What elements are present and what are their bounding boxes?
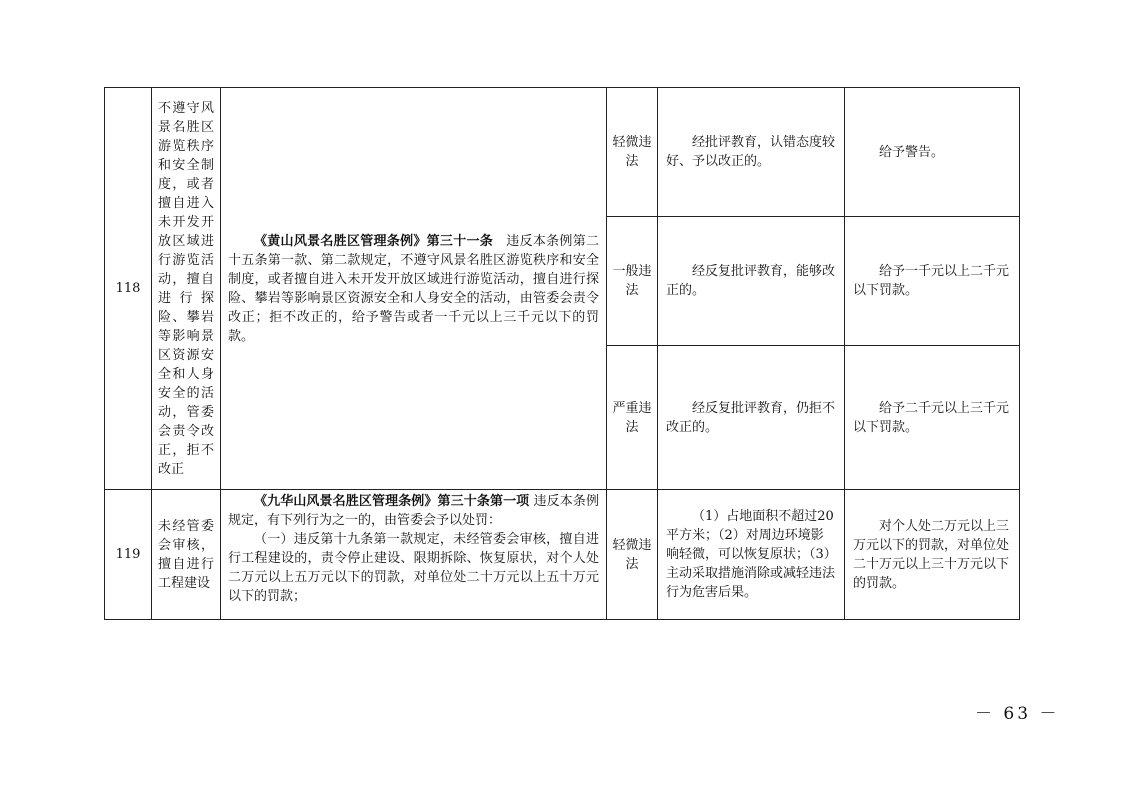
legal-basis: [221, 490, 607, 620]
violation-situation: 经反复批评教育，能够改正的。: [658, 217, 845, 346]
violation-level: 轻微违法: [607, 490, 658, 620]
violation-level: 轻微违法: [607, 88, 658, 217]
penalty-standard: 给予警告。: [845, 88, 1020, 217]
item-number: 118: [105, 88, 152, 490]
violation-name: 不遵守风景名胜区游览秩序和安全制度，或者擅自进入未开发开放区域进行游览活动，擅自进行探险、攀岩等影响景区资源安全和人身安全的活动，管委会责令改正，拒不改正: [152, 88, 221, 490]
table-row: [105, 88, 1020, 217]
violation-situation: （1）占地面积不超过20平方米；（2）对周边环境影响轻微，可以恢复原状；（3）主动采取措施消除或减轻违法行为危害后果。: [658, 490, 845, 620]
violation-situation: 经反复批评教育，仍拒不改正的。: [658, 346, 845, 490]
violation-situation: 经批评教育，认错态度较好、予以改正的。: [658, 88, 845, 217]
page-number: － 63 －: [975, 704, 1060, 724]
violation-level: 一般违法: [607, 217, 658, 346]
legal-basis-text: 违反本条例规定，有下列行为之一的，由管委会予以处罚：: [228, 494, 599, 528]
penalty-standard: 给予一千元以上二千元以下罚款。: [845, 217, 1020, 346]
legal-basis-text: 违反本条例第二十五条第一款、第二款规定，不遵守风景名胜区游览秩序和安全制度，或者擅自进入未开发开放区域进行游览活动，擅自进行探险、攀岩等影响景区资源安全和人身安全的活动，由管委会责令改正；拒不改正的，给予警告或者一千元以上三千元以下的罚款。: [228, 233, 599, 344]
item-number: 119: [105, 490, 152, 620]
legal-basis: [221, 88, 607, 490]
legal-basis-item: （一）违反第十九条第一款规定，未经管委会审核，擅自进行工程建设的，责令停止建设、限期拆除、恢复原状，对个人处二万元以上五万元以下的罚款，对单位处二十万元以上五十万元以下的罚款；: [228, 532, 599, 604]
penalty-standard: 给予二千元以上三千元以下罚款。: [845, 346, 1020, 490]
table-row: [105, 490, 1020, 620]
penalty-standards-table: [104, 87, 1020, 620]
violation-level: 严重违法: [607, 346, 658, 490]
legal-basis-title: 《九华山风景名胜区管理条例》第三十条第一项: [254, 494, 530, 509]
penalty-standard: 对个人处二万元以上三万元以下的罚款，对单位处二十万元以上三十万元以下的罚款。: [845, 490, 1020, 620]
legal-basis-title: 《黄山风景名胜区管理条例》第三十一条: [254, 233, 494, 249]
violation-name: 未经管委会审核，擅自进行工程建设: [152, 490, 221, 620]
